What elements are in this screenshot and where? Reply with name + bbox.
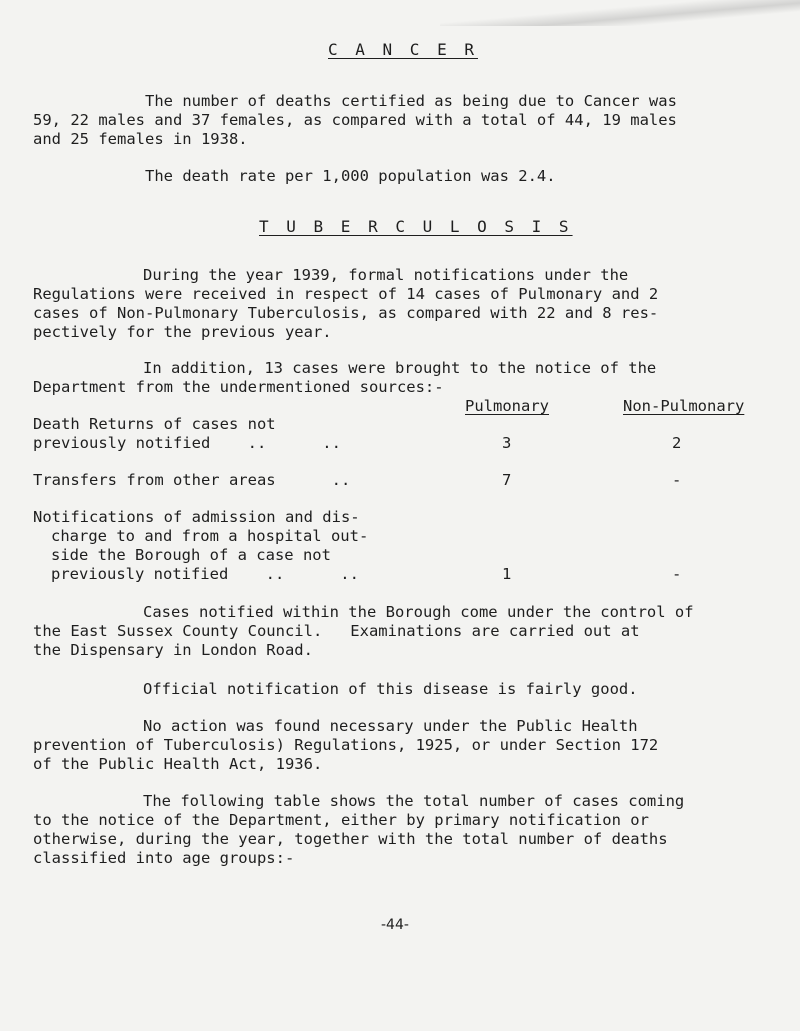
tb-text-line: Regulations were received in respect of 14 cases of Pulmonary and 2 xyxy=(33,285,659,303)
table-row-label: Notifications of admission and dis- xyxy=(33,508,360,526)
tb-text-line: to the notice of the Department, either by primary notification or xyxy=(33,811,649,829)
cancer-heading: C A N C E R xyxy=(328,40,478,59)
table-cell-pulmonary: 3 xyxy=(502,434,512,452)
scan-shadow xyxy=(440,0,800,26)
tb-text-line: Department from the undermentioned sources:- xyxy=(33,378,444,396)
cancer-text-line: and 25 females in 1938. xyxy=(33,130,248,148)
cancer-text-line: The number of deaths certified as being due to Cancer was xyxy=(145,92,677,110)
tb-text-line: classified into age groups:- xyxy=(33,849,295,867)
table-row-label: previously notified .. .. xyxy=(33,434,341,452)
cancer-text-line: 59, 22 males and 37 females, as compared with a total of 44, 19 males xyxy=(33,111,677,129)
tb-text-line: The following table shows the total number of cases coming xyxy=(143,792,685,810)
table-cell-non-pulmonary: 2 xyxy=(672,434,682,452)
tb-text-line: pectively for the previous year. xyxy=(33,323,332,341)
table-row-label: Transfers from other areas .. xyxy=(33,471,351,489)
table-row-label: previously notified .. .. xyxy=(51,565,359,583)
tb-text-line: Official notification of this disease is fairly good. xyxy=(143,680,638,698)
column-header-non-pulmonary: Non-Pulmonary xyxy=(623,397,745,415)
tb-text-line: In addition, 13 cases were brought to the notice of the xyxy=(143,359,657,377)
table-cell-pulmonary: 7 xyxy=(502,471,512,489)
column-header-pulmonary: Pulmonary xyxy=(465,397,549,415)
tb-text-line: otherwise, during the year, together with the total number of deaths xyxy=(33,830,668,848)
table-cell-non-pulmonary: - xyxy=(672,565,682,583)
tb-text-line: the East Sussex County Council. Examinations are carried out at xyxy=(33,622,640,640)
tb-text-line: Cases notified within the Borough come under the control of xyxy=(143,603,694,621)
page-number: -44- xyxy=(381,917,409,933)
tb-text-line: cases of Non-Pulmonary Tuberculosis, as compared with 22 and 8 res- xyxy=(33,304,659,322)
tb-text-line: prevention of Tuberculosis) Regulations, 1925, or under Section 172 xyxy=(33,736,659,754)
tuberculosis-heading: T U B E R C U L O S I S xyxy=(259,217,573,236)
table-row-label: charge to and from a hospital out- xyxy=(51,527,369,545)
table-row-label: side the Borough of a case not xyxy=(51,546,331,564)
table-cell-pulmonary: 1 xyxy=(502,565,512,583)
table-cell-non-pulmonary: - xyxy=(672,471,682,489)
cancer-death-rate: The death rate per 1,000 population was 2.4. xyxy=(145,167,556,185)
tb-text-line: No action was found necessary under the Public Health xyxy=(143,717,638,735)
tb-text-line: During the year 1939, formal notifications under the xyxy=(143,266,629,284)
table-row-label: Death Returns of cases not xyxy=(33,415,276,433)
tb-text-line: the Dispensary in London Road. xyxy=(33,641,313,659)
tb-text-line: of the Public Health Act, 1936. xyxy=(33,755,323,773)
